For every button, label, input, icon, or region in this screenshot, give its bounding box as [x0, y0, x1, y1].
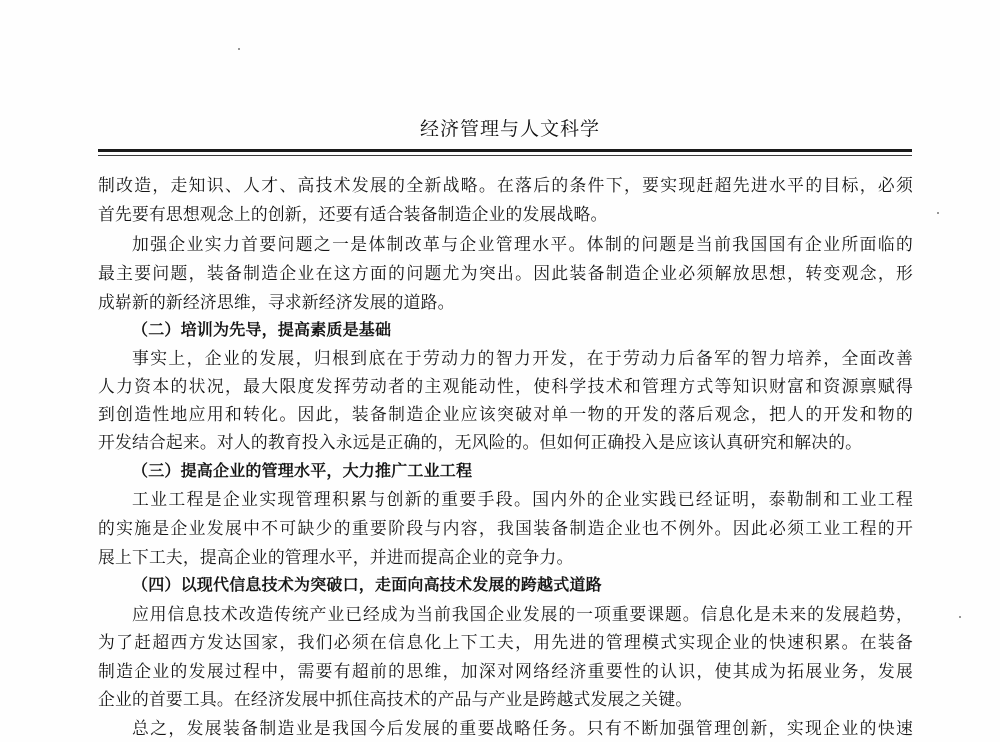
running-header-title: 经济管理与人文科学 — [419, 118, 600, 140]
section-heading: （四）以现代信息技术为突破口，走面向高技术发展的跨越式道路 — [132, 575, 602, 594]
header-rule-thin — [98, 155, 912, 156]
paragraph-line: 展上下工夫，提高企业的管理水平，并进而提高企业的竞争力。 — [98, 547, 574, 567]
paragraph-line: 首先要有思想观念上的创新，还要有适合装备制造企业的发展战略。 — [98, 204, 608, 224]
scan-speck — [937, 212, 939, 214]
paragraph-line: 制造企业的发展过程中，需要有超前的思维，加深对网络经济重要性的认识，使其成为拓展业务，发展 — [98, 661, 913, 681]
paragraph-line: 最主要问题，装备制造企业在这方面的问题尤为突出。因此装备制造企业必须解放思想，转变观念，形 — [98, 263, 913, 283]
paragraph-line: 事实上，企业的发展，归根到底在于劳动力的智力开发，在于劳动力后备军的智力培养，全面改善 — [132, 348, 913, 368]
paragraph-line: 应用信息技术改造传统产业已经成为当前我国企业发展的一项重要课题。信息化是未来的发展趋势， — [132, 604, 913, 624]
paragraph-line: 总之，发展装备制造业是我国今后发展的重要战略任务。只有不断加强管理创新，实现企业的快速 — [132, 718, 913, 738]
paragraph-line: 企业的首要工具。在经济发展中抓住高技术的产品与产业是跨越式发展之关键。 — [98, 689, 693, 709]
paragraph-line: 开发结合起来。对人的教育投入永远是正确的，无风险的。但如何正确投入是应该认真研究和解决的。 — [98, 432, 863, 452]
section-heading: （三）提高企业的管理水平，大力推广工业工程 — [132, 461, 473, 480]
header-rule-thick — [98, 149, 912, 152]
paragraph-line: 工业工程是企业实现管理积累与创新的重要手段。国内外的企业实践已经证明，泰勒制和工业工程 — [132, 489, 913, 509]
scan-speck — [959, 616, 961, 618]
paragraph-line: 制改造，走知识、人才、高技术发展的全新战略。在落后的条件下，要实现赶超先进水平的目标，必须 — [98, 175, 913, 195]
paragraph-line: 为了赶超西方发达国家，我们必须在信息化上下工夫，用先进的管理模式实现企业的快速积累。在装备 — [98, 632, 913, 652]
paragraph-line: 的实施是企业发展中不可缺少的重要阶段与内容，我国装备制造企业也不例外。因此必须工业工程的开 — [98, 518, 913, 538]
paragraph-line: 到创造性地应用和转化。因此，装备制造企业应该突破对单一物的开发的落后观念，把人的开发和物的 — [98, 404, 913, 424]
paragraph-line: 成崭新的新经济思维，寻求新经济发展的道路。 — [98, 292, 455, 312]
paragraph-line: 人力资本的状况，最大限度发挥劳动者的主观能动性，使科学技术和管理方式等知识财富和资源禀赋得 — [98, 376, 913, 396]
paragraph-line: 加强企业实力首要问题之一是体制改革与企业管理水平。体制的问题是当前我国国有企业所面临的 — [132, 234, 913, 254]
scan-speck — [238, 48, 240, 50]
section-heading: （二）培训为先导，提高素质是基础 — [132, 320, 392, 339]
